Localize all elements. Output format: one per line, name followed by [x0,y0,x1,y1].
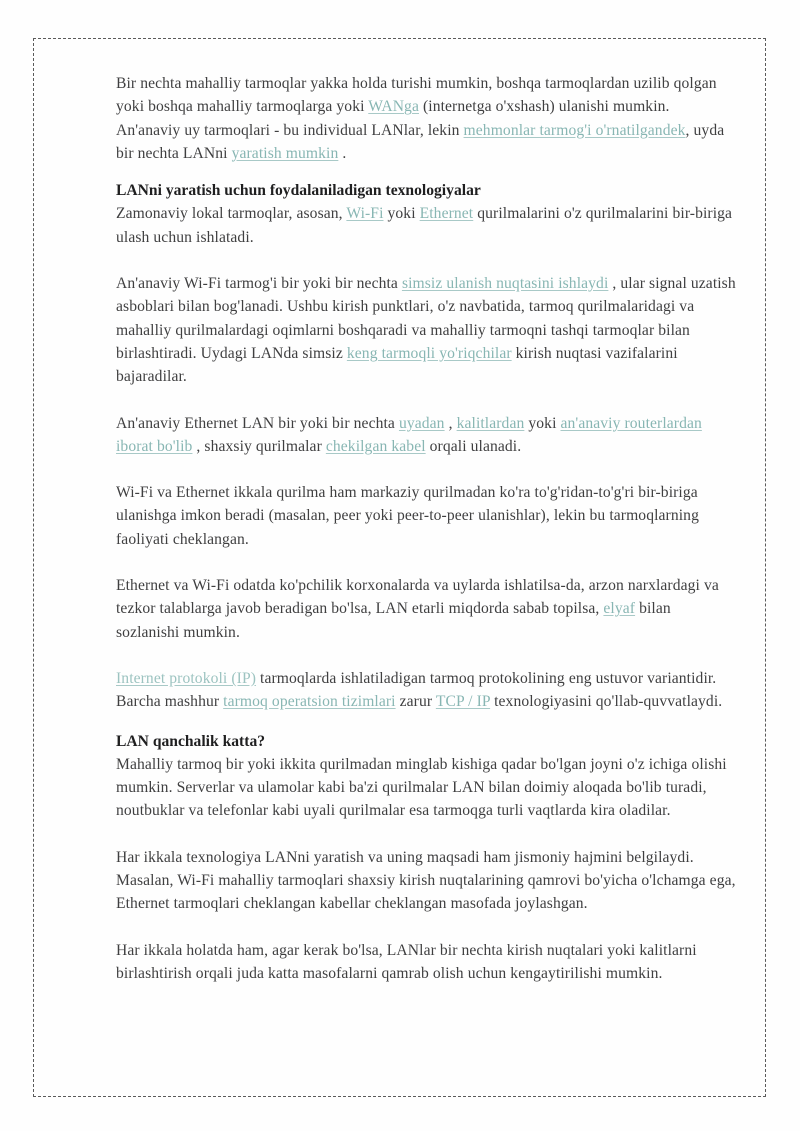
paragraph-ip-text-a: tarmoqlarda ishlatiladigan tarmoq protokolining eng ustuvor variantidir. Barcha mashhur [116,669,717,711]
paragraph-modern-lan-text-b: yoki [383,205,420,223]
paragraph-intro-text-b: (internetga o'xshash) ulanishi mumkin. An'anaviy uy tarmoqlari - bu individual LANlar, lekin [116,98,670,139]
paragraph-ethernet-text-b: , [444,414,457,432]
paragraph-gap [116,472,736,481]
paragraph-ethernet-text-c: yoki [524,414,561,432]
paragraph-fiber-text-b: bilan sozlanishi mumkin. [116,600,671,641]
link-keng-tarmoqli-yoriqchilar[interactable]: keng tarmoqli yo'riqchilar [346,344,512,362]
paragraph-gap [116,930,736,939]
link-yaratish-mumkin[interactable]: yaratish mumkin [231,144,339,162]
paragraph-physical-size: Har ikkala texnologiya LANni yaratish va uning maqsadi ham jismoniy hajmini belgilaydi. Masalan, Wi-Fi mahalliy tarmoqlari shaxsiy kirish nuqtalarining qamrovi bo'yicha o'lchamga ega, Ethernet tarmoqlari cheklangan kabellar cheklangan masofada joylashgan. [116,848,736,913]
document-content [116,72,736,985]
heading-technologies: LANni yaratish uchun foydalaniladigan texnologiyalar [116,182,481,200]
link-wanga[interactable]: WANga [368,98,419,116]
paragraph-gap [116,565,736,574]
paragraph-wifi-text-b: , ular signal uzatish asboblari bilan bog'lanadi. Ushbu kirish punktlari, o'z navbatida, tarmoq qurilmalaridagi va mahalliy qurilmalardagi oqimlarni boshqaradi va mahalliy tarmoqni tashqi tarmoqlar bilan birlashtiradi. Uydagi LANda simsiz [116,275,736,362]
paragraph-gap [116,403,736,412]
paragraph-modern-lan-text-a: Zamonaviy lokal tarmoqlar, asosan, [116,205,347,223]
paragraph-intro-text-d: . [338,144,347,162]
link-ethernet[interactable]: Ethernet [419,205,474,223]
link-internet-protokoli-ip[interactable]: Internet protokoli (IP) [116,669,257,687]
link-uyadan[interactable]: uyadan [398,414,445,432]
paragraph-lan-coverage: Mahalliy tarmoq bir yoki ikkita qurilmadan minglab kishiga qadar bo'lgan joyni o'z ichiga olishi mumkin. Serverlar va ulamolar kabi ba'zi qurilmalar LAN bilan doimiy aloqada bo'lib turadi, noutbuklar va telefonlar kabi uyali qurilmalar esa tarmoqga turli vaqtlarda kira oladilar. [116,755,727,820]
paragraph-ethernet-text-e: orqali ulanadi. [425,437,522,455]
paragraph-intro-text-c: , uyda bir nechta LANni [116,121,725,162]
paragraph-peer-to-peer: Wi-Fi va Ethernet ikkala qurilma ham markaziy qurilmadan ko'ra to'g'ridan-to'g'ri bir-biriga ulanishga imkon beradi (masalan, peer yoki peer-to-peer ulanishlar), lekin bu tarmoqlarning faoliyati cheklangan. [116,484,699,548]
paragraph-ethernet-text-d: , shaxsiy qurilmalar [192,437,326,455]
paragraph-modern-lan [116,202,736,249]
paragraph-wifi-text-a: An'anaviy Wi-Fi tarmog'i bir yoki bir nechta [116,275,402,293]
link-simsiz-ulanish-nuqtasi[interactable]: simsiz ulanish nuqtasini ishlaydi [401,275,609,293]
paragraph-ethernet-text-a: An'anaviy Ethernet LAN bir yoki bir nechta [116,414,399,432]
paragraph-extension: Har ikkala holatda ham, agar kerak bo'lsa, LANlar bir nechta kirish nuqtalari yoki kalitlarni birlashtirish orqali juda katta masofalarni qamrab olish uchun kengaytirilishi mumkin. [116,941,697,982]
paragraph-intro [116,72,736,165]
link-elyaf[interactable]: elyaf [603,600,636,618]
link-tarmoq-operatsion-tizimlari[interactable]: tarmoq operatsion tizimlari [223,693,396,711]
paragraph-wifi-text-c: kirish nuqtasi vazifalarini bajaradilar. [116,344,678,386]
paragraph-fiber-text-a: Ethernet va Wi-Fi odatda ko'pchilik korxonalarda va uylarda ishlatilsa-da, arzon narxlardagi va tezkor talablarga javob beradigan bo'lsa, LAN etarli miqdorda sabab topilsa, [116,577,719,618]
paragraph-fiber [116,574,736,644]
link-wifi[interactable]: Wi-Fi [346,205,384,223]
link-kalitlardan[interactable]: kalitlardan [456,414,525,432]
paragraph-internet-protocol [116,667,736,714]
paragraph-ethernet-lan [116,412,736,459]
paragraph-intro-text-a: Bir nechta mahalliy tarmoqlar yakka holda turishi mumkin, boshqa tarmoqlardan uzilib qolgan yoki boshqa mahalliy tarmoqlarga yoki [116,75,717,116]
heading-lan-size: LAN qanchalik katta? [116,732,266,750]
paragraph-wifi-network [116,272,736,388]
paragraph-modern-lan-text-c: qurilmalarini o'z qurilmalarini bir-biriga ulash uchun ishlatadi. [116,205,733,246]
link-tcp-ip[interactable]: TCP / IP [435,693,491,711]
paragraph-ip-text-c: texnologiyasini qo'llab-quvvatlaydi. [490,693,723,711]
paragraph-gap [116,263,736,272]
link-mehmonlar-tarmogi[interactable]: mehmonlar tarmog'i o'rnatilgandek [463,121,686,139]
paragraph-gap [116,658,736,667]
paragraph-gap [116,837,736,846]
paragraph-ip-text-b: zarur [395,693,436,711]
link-chekilgan-kabel[interactable]: chekilgan kabel [325,437,426,455]
link-ananaviy-routerlardan[interactable]: an'anaviy routerlardan iborat bo'lib [116,414,702,455]
